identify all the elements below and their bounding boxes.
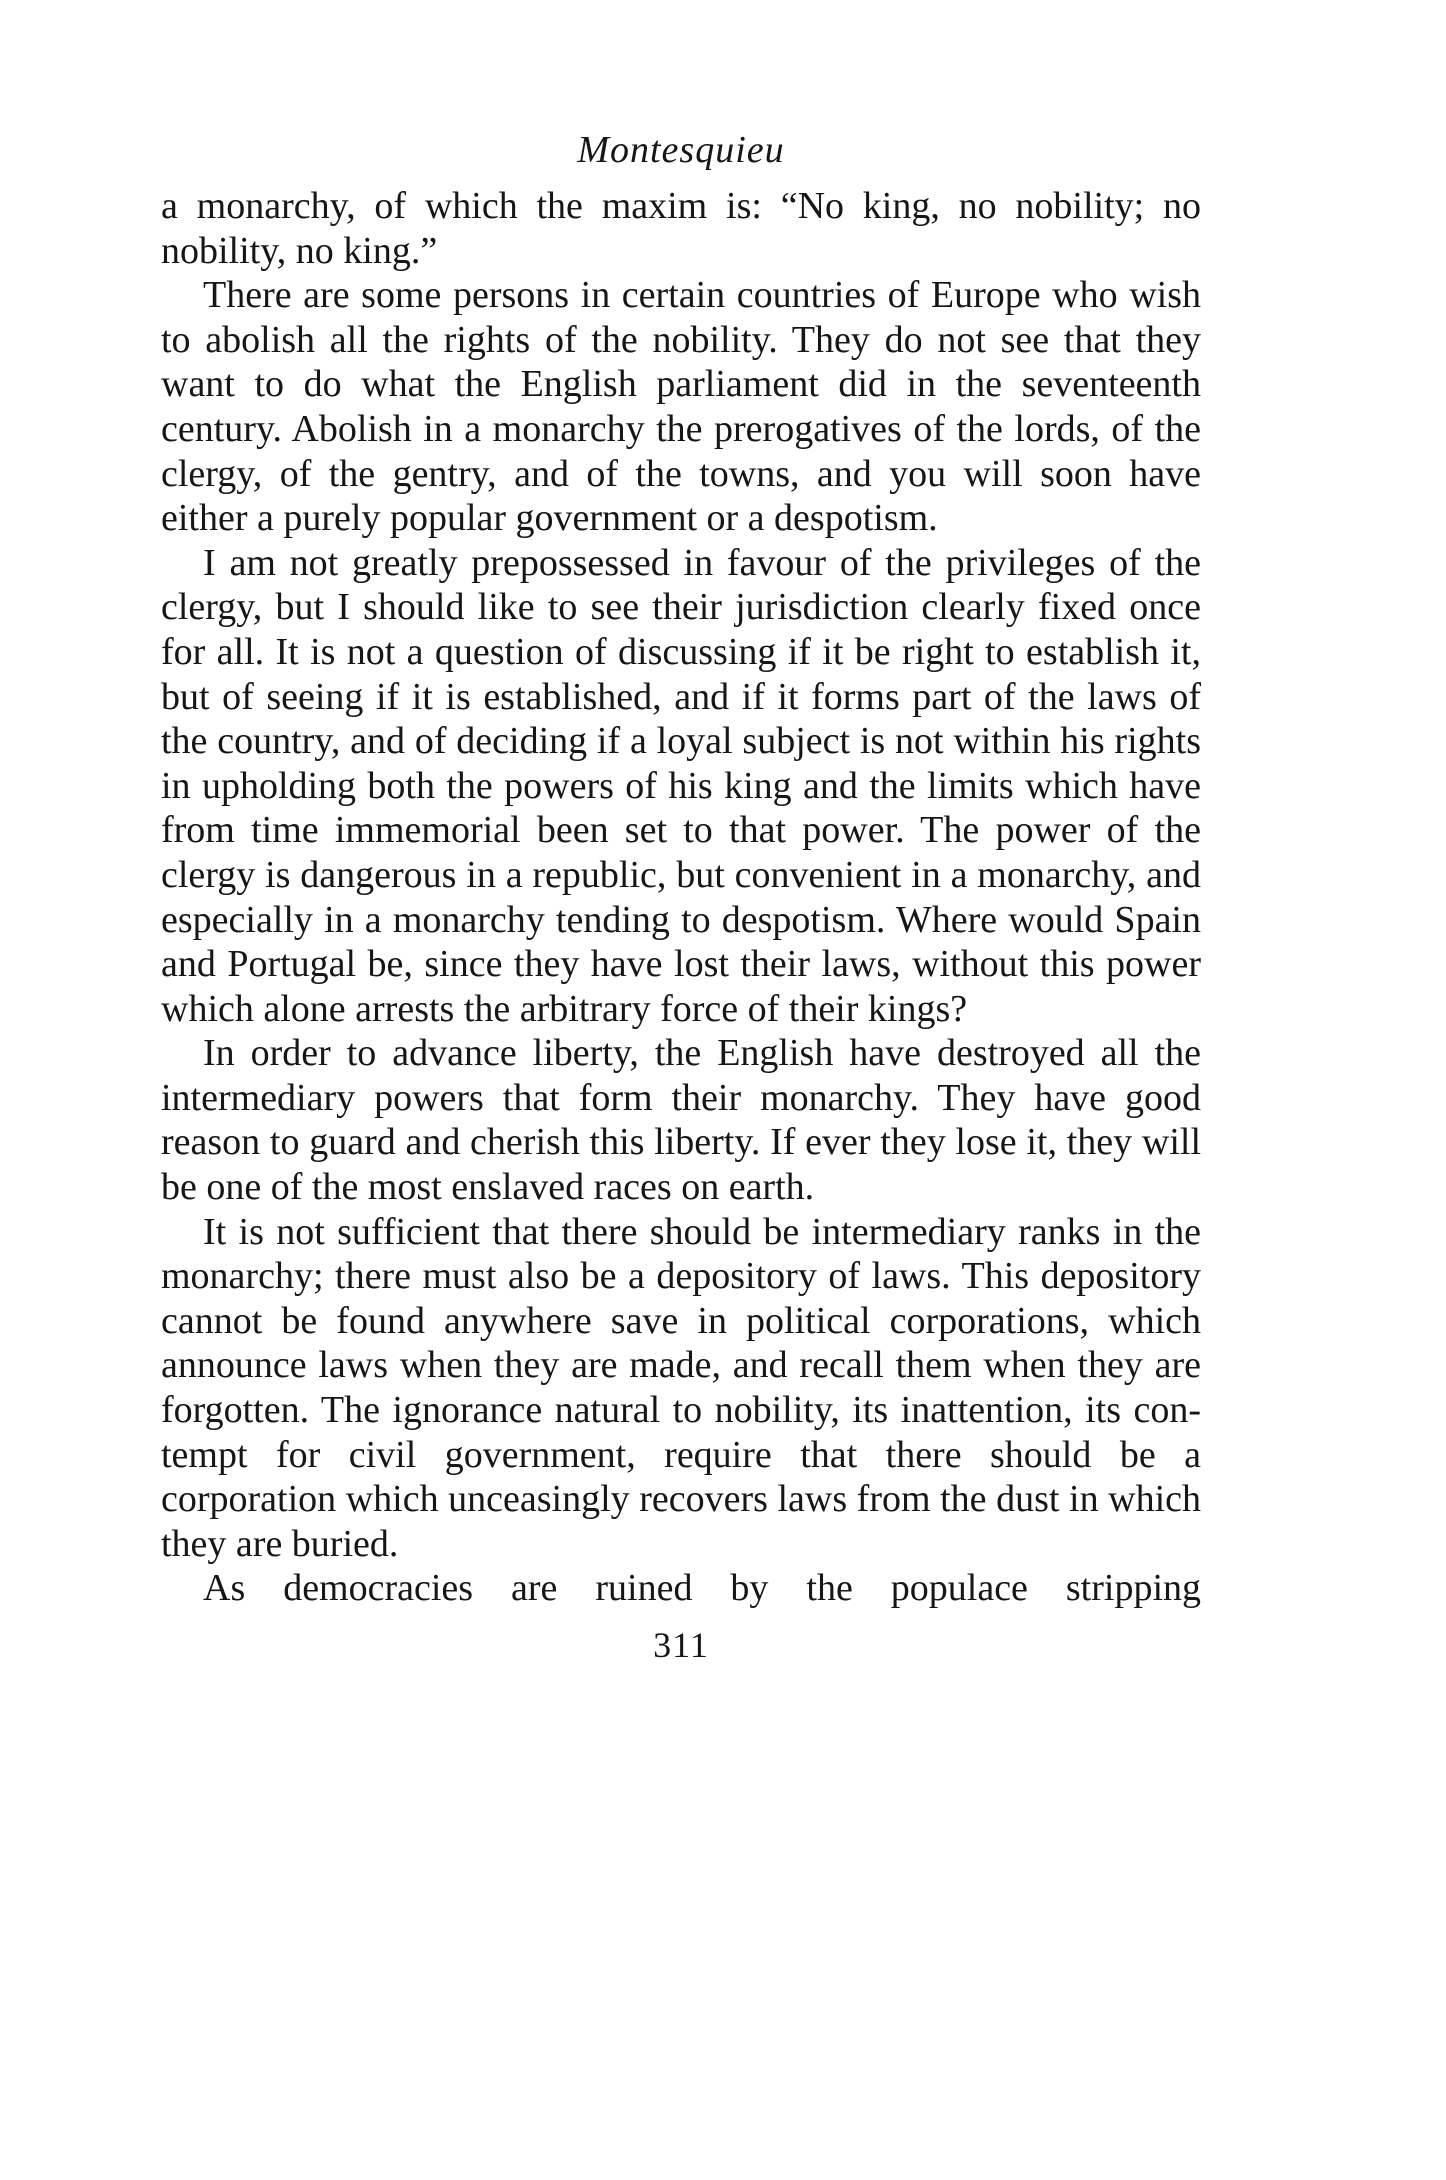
paragraph-2: There are some persons in certain countries of Europe who wish to abolish all the rights of the nobility. They do not see that they want to do what the English parliament did in the seventeenth century. Abolish in a monarchy the prerogatives of the lords, of the clergy, of the gentry, and of the towns, and you will soon have either a purely popular government or a despotism.	[161, 274, 1201, 540]
running-head: Montesquieu	[577, 129, 785, 171]
paragraph-3: I am not greatly prepossessed in favour of the privileges of the clergy, but I should like to see their jurisdiction clearly fixed once for all. It is not a question of discussing if it be right to establish it, but of seeing if it is established, and if it forms part of the laws of the country, and of deciding if a loyal subject is not within his rights in upholding both the powers of his king and the limits which have from time immemorial been set to that power. The power of the clergy is dangerous in a republic, but convenient in a monarchy, and especially in a monarchy tending to despotism. Where would Spain and Portugal be, since they have lost their laws, without this power which alone arrests the arbitrary force of their kings?	[161, 541, 1201, 1030]
paragraph-6: As democracies are ruined by the populace stripping	[203, 1567, 1201, 1610]
book-page	[161, 128, 1201, 1667]
page-number: 311	[653, 1625, 709, 1665]
paragraph-1: a monarchy, of which the maxim is: “No king, no nobility; no nobility, no king.”	[161, 185, 1201, 272]
body-text	[161, 184, 1201, 1611]
paragraph-5: It is not sufficient that there should be intermediary ranks in the monarchy; there must also be a depository of laws. This depository cannot be found anywhere save in political corporations, which announce laws when they are made, and recall them when they are forgotten. The ignorance natural to nobility, its inattention, its contempt for civil government, require that there should be a corporation which unceasingly recovers laws from the dust in which they are buried.	[161, 1210, 1201, 1565]
paragraph-4: In order to advance liberty, the English have destroyed all the intermediary powers that form their monarchy. They have good reason to guard and cherish this liberty. If ever they lose it, they will be one of the most enslaved races on earth.	[161, 1032, 1201, 1209]
